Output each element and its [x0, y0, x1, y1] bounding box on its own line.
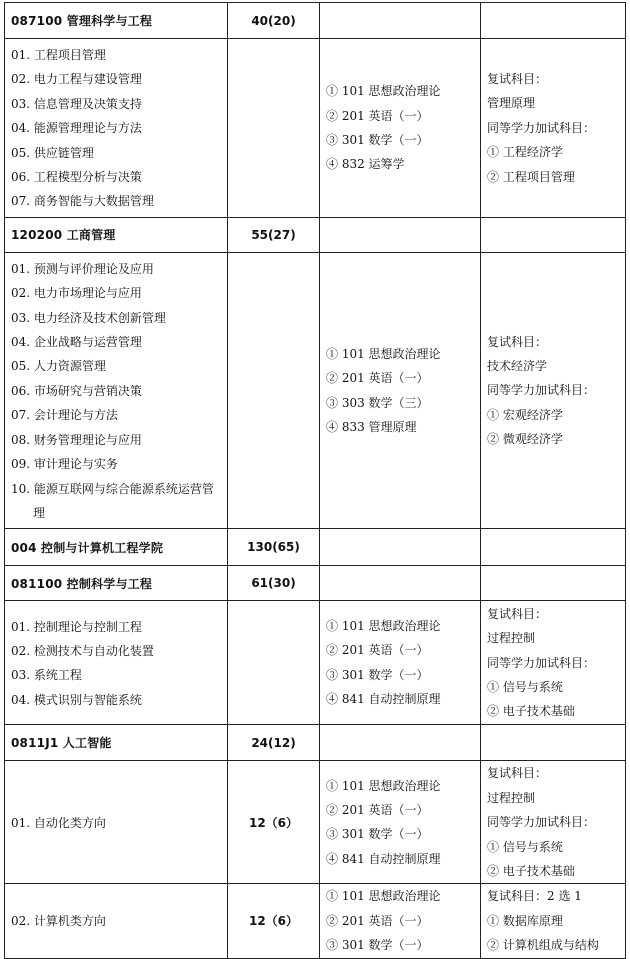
exam-item: ③ 301 数学（一） — [326, 827, 429, 842]
remarks — [481, 252, 626, 528]
exam-item: ② 201 英语（一） — [326, 643, 429, 658]
direction-item: 10. 能源互联网与综合能源系统运营管理 — [11, 481, 214, 520]
direction-item: 03. 电力经济及技术创新管理 — [11, 310, 166, 325]
exam-subjects — [320, 761, 481, 884]
school-header-row — [5, 529, 626, 566]
direction-item: 08. 财务管理理论与应用 — [11, 432, 142, 447]
major-detail-row — [5, 252, 626, 528]
exam-item: ③ 301 数学（一） — [326, 667, 429, 682]
remark-line: 过程控制 — [487, 631, 536, 646]
remark-line: 同等学力加试科目： — [487, 383, 596, 398]
remark-line: ② 工程项目管理 — [487, 169, 575, 184]
remarks — [481, 601, 626, 725]
major-code-name: 0811J1 人工智能 — [5, 725, 228, 761]
exam-item: ③ 301 数学（一） — [326, 132, 429, 147]
direction-item: 07. 商务智能与大数据管理 — [11, 194, 154, 209]
exam-item: ③ 301 数学（一） — [326, 938, 429, 953]
remark-line: ② 电子技术基础 — [487, 704, 575, 719]
exam-item: ① 101 思想政治理论 — [326, 778, 441, 793]
direction-quota: 12（6） — [228, 884, 320, 958]
exam-item: ④ 833 管理原理 — [326, 419, 417, 434]
exam-item: ② 201 英语（一） — [326, 913, 429, 928]
direction-name: 02. 计算机类方向 — [5, 884, 228, 958]
exam-item: ① 101 思想政治理论 — [326, 346, 441, 361]
remark-line: 过程控制 — [487, 790, 536, 805]
remark-line: ① 信号与系统 — [487, 680, 563, 695]
major-code-name: 087100 管理科学与工程 — [5, 3, 228, 39]
remark-line: ① 信号与系统 — [487, 839, 563, 854]
direction-item: 09. 审计理论与实务 — [11, 457, 118, 472]
major-quota: 55(27) — [228, 217, 320, 252]
major-header-row — [5, 217, 626, 252]
remark-line: ② 微观经济学 — [487, 432, 563, 447]
remark-line: 技术经济学 — [487, 358, 548, 373]
remark-line: 复试科目： — [487, 766, 548, 781]
exam-item: ① 101 思想政治理论 — [326, 84, 441, 99]
direction-name: 01. 自动化类方向 — [5, 761, 228, 884]
direction-quota: 12（6） — [228, 761, 320, 884]
direction-row — [5, 761, 626, 884]
major-code-name: 081100 控制科学与工程 — [5, 566, 228, 601]
school-quota: 130(65) — [228, 529, 320, 566]
exam-subjects — [320, 252, 481, 528]
major-code-name: 120200 工商管理 — [5, 217, 228, 252]
direction-item: 02. 检测技术与自动化装置 — [11, 643, 154, 658]
remarks — [481, 39, 626, 218]
remark-line: 同等学力加试科目： — [487, 655, 596, 670]
direction-list — [5, 39, 228, 218]
admissions-table — [4, 2, 626, 959]
exam-item: ① 101 思想政治理论 — [326, 889, 441, 904]
direction-item: 04. 模式识别与智能系统 — [11, 692, 142, 707]
remark-line: 复试科目： — [487, 606, 548, 621]
major-header-row — [5, 3, 626, 39]
direction-item: 05. 人力资源管理 — [11, 359, 106, 374]
remark-line: 管理原理 — [487, 96, 536, 111]
remark-line: ① 宏观经济学 — [487, 407, 563, 422]
exam-item: ① 101 思想政治理论 — [326, 619, 441, 633]
exam-item: ④ 841 自动控制原理 — [326, 692, 441, 707]
remark-line: 复试科目：2 选 1 — [487, 889, 582, 904]
exam-item: ② 201 英语（一） — [326, 108, 429, 123]
major-header-row — [5, 566, 626, 601]
remark-line: ① 工程经济学 — [487, 145, 563, 160]
exam-subjects — [320, 39, 481, 218]
remark-line: ② 电子技术基础 — [487, 863, 575, 878]
remark-line: 复试科目： — [487, 334, 548, 349]
direction-list — [5, 252, 228, 528]
remarks — [481, 761, 626, 884]
exam-item: ④ 841 自动控制原理 — [326, 851, 441, 866]
exam-item: ② 201 英语（一） — [326, 802, 429, 817]
direction-item: 01. 控制理论与控制工程 — [11, 619, 142, 634]
direction-item: 06. 工程模型分析与决策 — [11, 170, 142, 185]
major-quota: 61(30) — [228, 566, 320, 601]
remark-line: 同等学力加试科目： — [487, 120, 596, 135]
remark-line: 复试科目： — [487, 71, 548, 86]
direction-item: 04. 企业战略与运营管理 — [11, 335, 142, 350]
direction-item: 01. 预测与评价理论及应用 — [11, 261, 154, 276]
major-detail-row — [5, 39, 626, 218]
exam-item: ④ 832 运筹学 — [326, 157, 405, 172]
major-quota: 24(12) — [228, 725, 320, 761]
exam-subjects — [320, 601, 481, 725]
major-quota: 40(20) — [228, 3, 320, 39]
direction-item: 03. 系统工程 — [11, 668, 82, 683]
remark-line: ① 数据库原理 — [487, 913, 563, 928]
direction-item: 03. 信息管理及决策支持 — [11, 96, 142, 111]
major-header-row — [5, 725, 626, 761]
remark-line: 同等学力加试科目： — [487, 815, 596, 830]
direction-item: 04. 能源管理理论与方法 — [11, 121, 142, 136]
major-detail-row — [5, 601, 626, 725]
direction-item: 02. 电力工程与建设管理 — [11, 72, 142, 87]
direction-item: 01. 工程项目管理 — [11, 48, 106, 62]
direction-item: 05. 供应链管理 — [11, 145, 94, 160]
exam-item: ③ 303 数学（三） — [326, 395, 429, 410]
direction-item: 07. 会计理论与方法 — [11, 408, 118, 423]
direction-list — [5, 601, 228, 725]
exam-item: ② 201 英语（一） — [326, 371, 429, 386]
direction-item: 06. 市场研究与营销决策 — [11, 383, 142, 398]
school-code-name: 004 控制与计算机工程学院 — [5, 529, 228, 566]
remark-line: ② 计算机组成与结构 — [487, 938, 599, 953]
direction-item: 02. 电力市场理论与应用 — [11, 286, 142, 301]
